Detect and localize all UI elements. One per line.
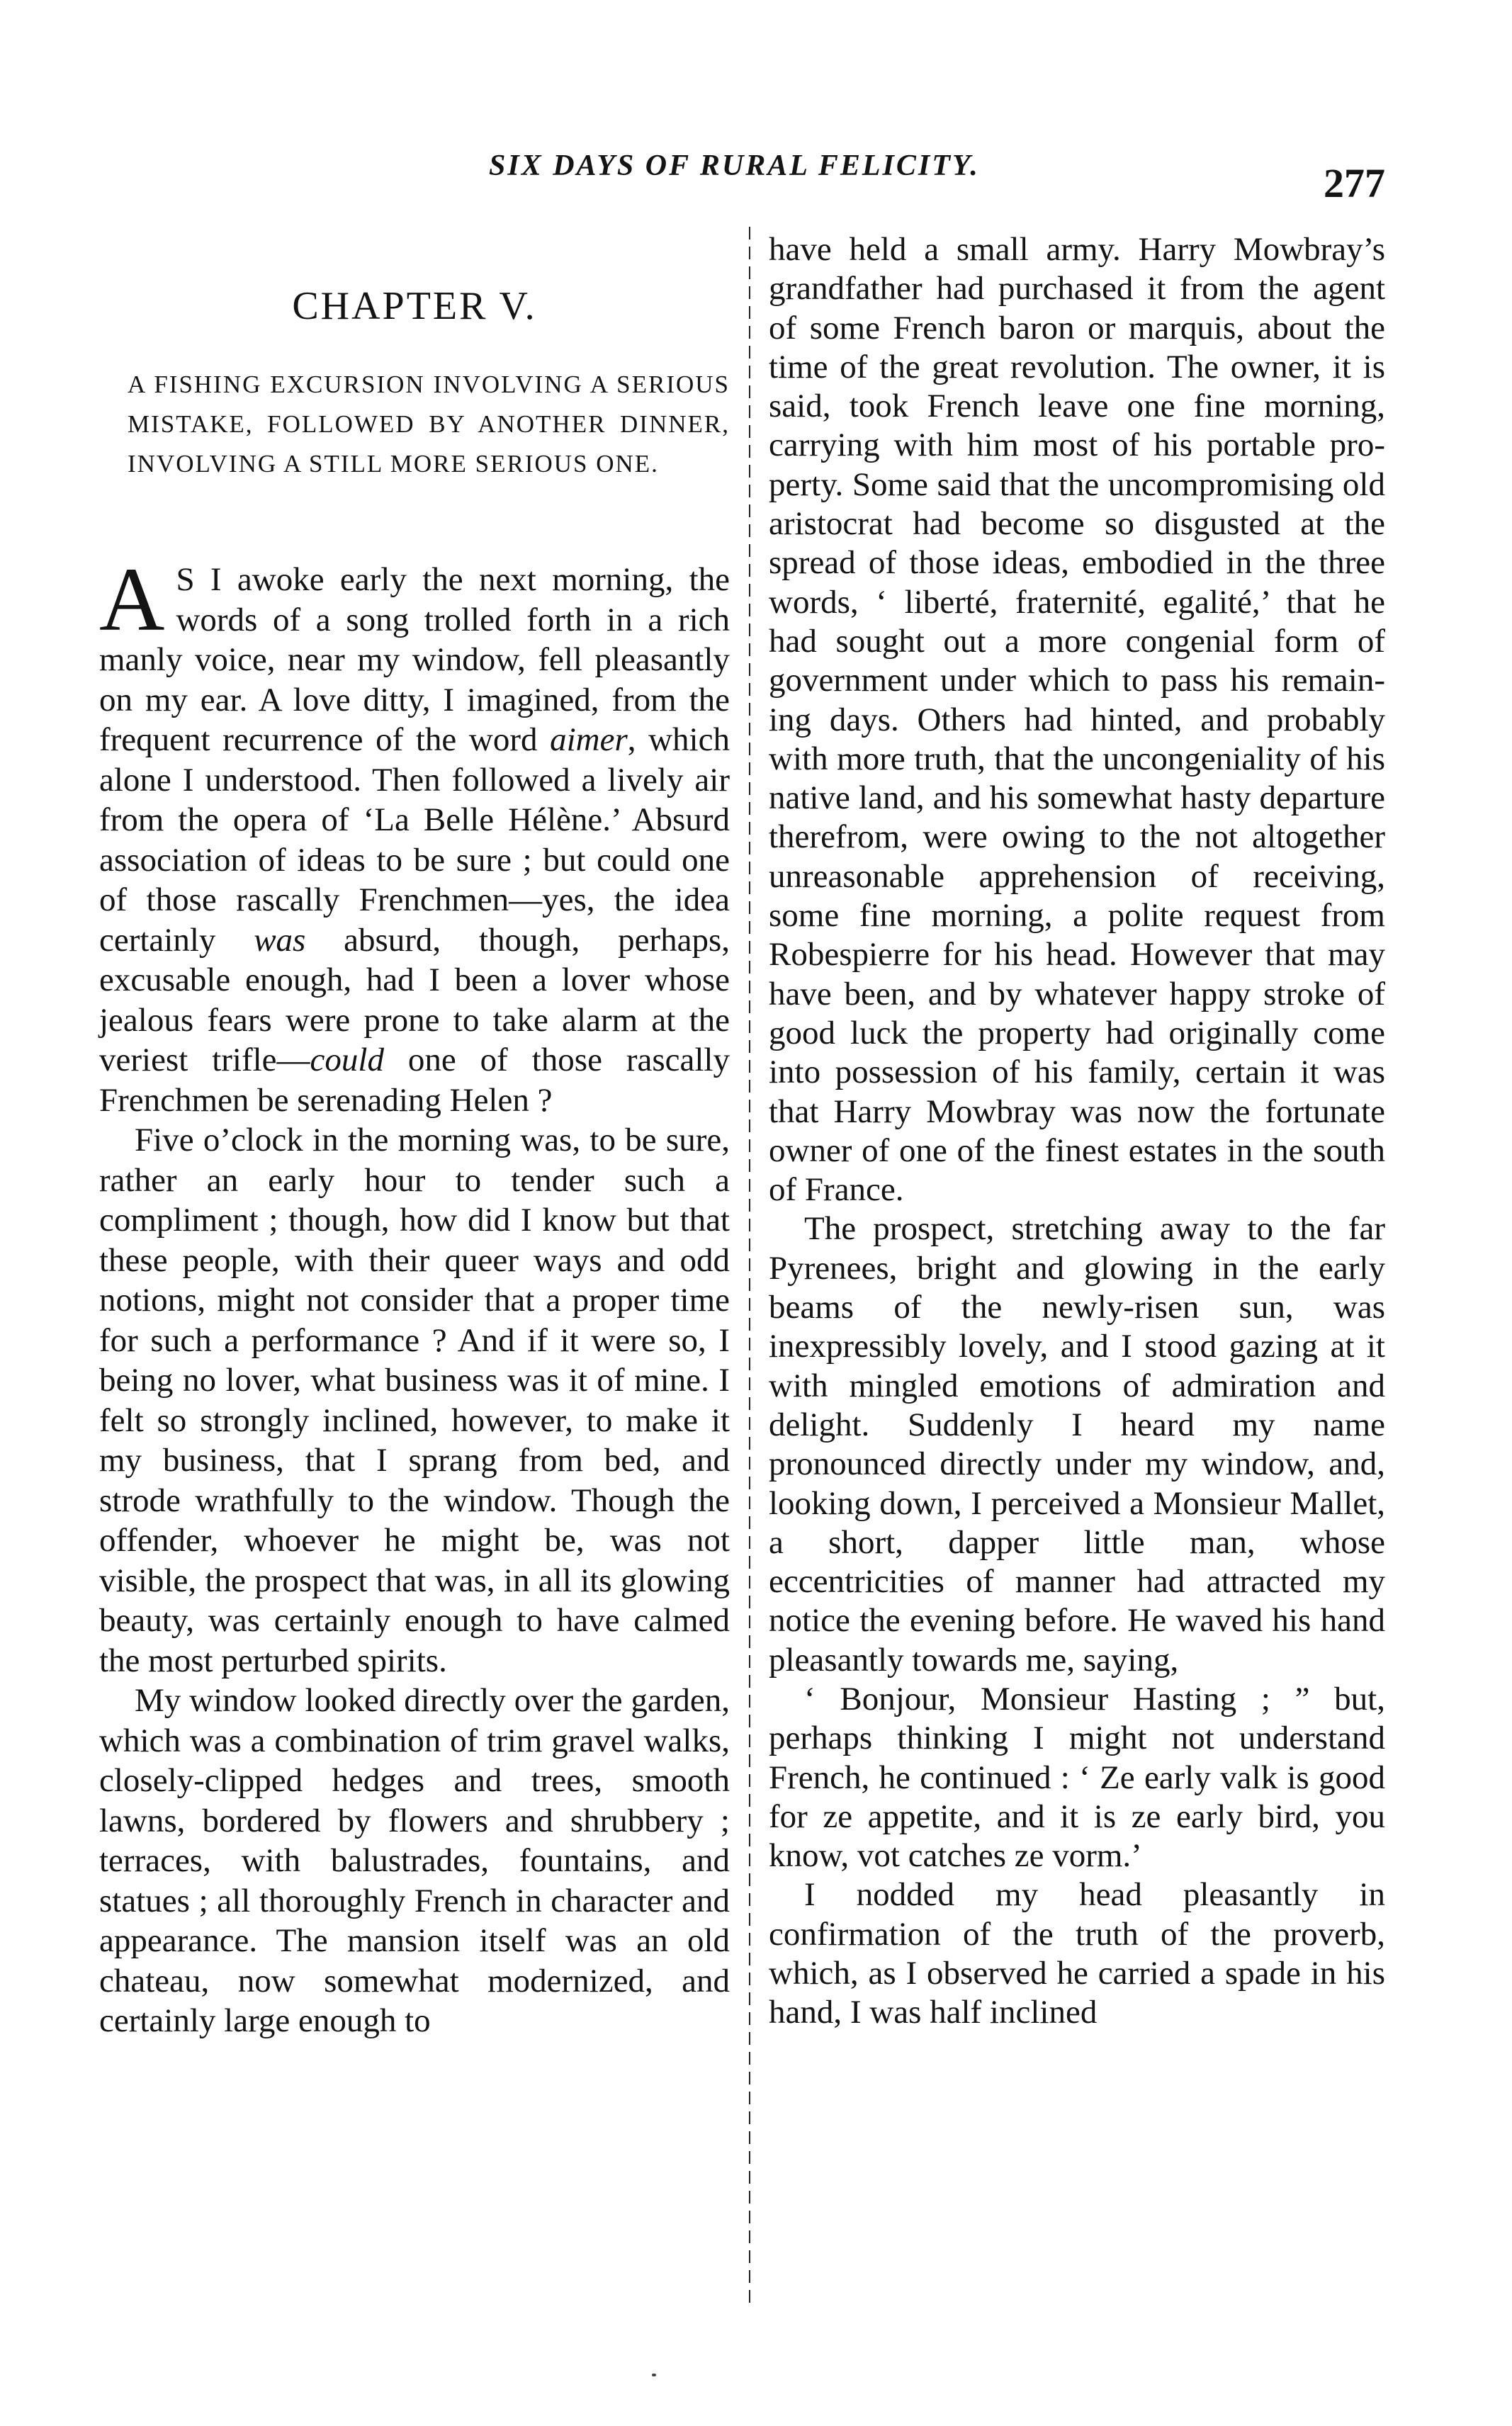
print-mark: [652, 2374, 656, 2376]
paragraph-1-text-a: S I awoke early the next morning, the words of a song trolled forth in a rich manly voice, near my window, fell pleasantly on my ear. A love ditty, I imagined, from the frequent recurrence of the word: [99, 561, 730, 758]
paragraph-3: My window looked directly over the garden, which was a combination of trim gravel walks, closely-clipped hedges and trees, smooth lawns, bordered by flowers and shrubbery ; terraces, with balustrades, fountains, and statues ; all thoroughly French in character and appearance. The mansion itself was an old chateau, now somewhat modernized, and certainly large enough to: [99, 1682, 730, 2039]
paragraph-1: [99, 549, 730, 1120]
running-header: SIX DAYS OF RURAL FELICITY.: [489, 149, 980, 182]
right-column: [769, 230, 1385, 2033]
paragraph-2: Five o’clock in the morning was, to be sure, rather an early hour to tender such a compliment ; though, how did I know but that these people, with their queer ways and odd notions, might not consider that a proper time for such a performance ? And if it were so, I being no lover, what business was it of mine. I felt so strongly inclined, however, to make it my business, that I sprang from bed, and strode wrathfully to the window. Though the offender, whoever he might be, was not visible, the prospect that was, in all its glowing beauty, was certainly enough to have calmed the most perturbed spirits.: [99, 1122, 730, 1679]
page-number: 277: [1324, 160, 1385, 206]
emphasis-aimer: aimer: [550, 721, 628, 758]
paragraph-1-text-c: absurd, though, perhaps, excusable enough, had I been a lover whose jealous fears were prone to take alarm at the veriest trifle—: [99, 921, 730, 1078]
chapter-title: CHAPTER V.: [292, 284, 537, 328]
paragraph-5: The prospect, stretching away to the far Pyrenees, bright and glowing in the early beams of the newly-risen sun, was inexpressibly lovely, and I stood gazing at it with mingled emotions of admiration and delight. Suddenly I heard my name pronounced directly under my window, and, looking down, I perceived a Monsieur Mallet, a short, dapper little man, whose eccentricities of manner had attracted my notice the evening before. He waved his hand pleasantly towards me, saying,: [769, 1210, 1385, 1679]
emphasis-could: could: [310, 1042, 384, 1078]
paragraph-4: have held a small army. Harry Mowbray’s grandfather had purchased it from the agent of some French baron or marquis, about the time of the great revolution. The owner, it is said, took French leave one fine morning, carrying with him most of his portable property. Some said that the uncompromising old aristocrat had become so disgusted at the spread of those ideas, embodied in the three words, ‘ liberté, fraternité, egalité,’ that he had sought out a more congenial form of government under which to pass his remaining days. Others had hinted, and probably with more truth, that the uncongeniality of his native land, and his somewhat hasty departure therefrom, were owing to the not altogether unreasonable apprehension of receiving, some fine morning, a polite request from Robespierre for his head. However that may have been, and by whatever happy stroke of good luck the property had originally come into possession of his family, certain it was that Harry Mowbray was now the fortunate owner of one of the finest estates in the south of France.: [769, 231, 1385, 1209]
paragraph-6: ‘ Bonjour, Monsieur Hasting ; ” but, perhaps thinking I might not understand French, he continued : ‘ Ze early valk is good for ze appetite, and it is ze early bird, you know, vot catches ze vorm.’: [769, 1680, 1385, 1875]
left-column: [99, 549, 730, 2041]
column-divider: [749, 227, 750, 2310]
paragraph-1-text-b: , which alone I understood. Then followed a lively air from the opera of ‘La Belle Hélène.’ Absurd association of ideas to be sure ; but could one of those rascally Frenchmen—yes, the idea certainly: [99, 721, 730, 959]
paragraph-7: I nodded my head pleasantly in confirmation of the truth of the proverb, which, as I observed he carried a spade in his hand, I was half inclined: [769, 1876, 1385, 2031]
emphasis-was: was: [254, 921, 306, 959]
drop-cap: A: [99, 549, 165, 650]
paragraph-1-text-d: one of those rascally Frenchmen be serenading Helen ?: [99, 1042, 730, 1119]
chapter-subtitle: A FISHING EXCURSION INVOLVING A SERIOUS MISTAKE, FOLLOWED BY ANOTHER DINNER, INVOLVING A STILL MORE SERIOUS ONE.: [128, 371, 730, 478]
